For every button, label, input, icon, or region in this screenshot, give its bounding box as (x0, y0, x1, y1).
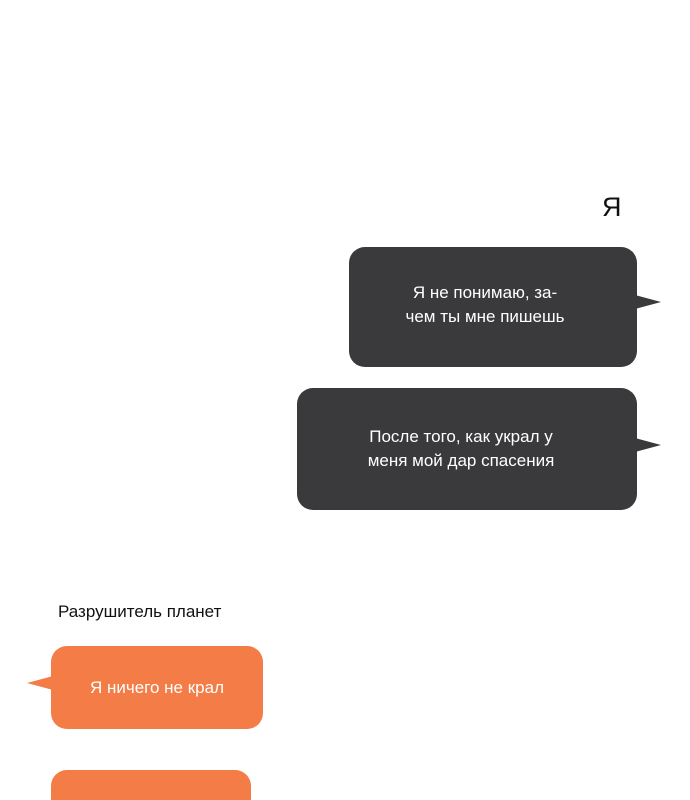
message-bubble-incoming[interactable] (51, 770, 251, 800)
message-bubble-incoming[interactable] (51, 646, 263, 729)
message-bubble-outgoing[interactable] (349, 247, 637, 367)
bubble-tail-icon (27, 676, 53, 690)
sender-label-me: Я (602, 192, 622, 222)
message-text: Я не понимаю, за- чем ты мне пишешь (405, 283, 565, 326)
message-text: После того, как украл у меня мой дар спасения (367, 427, 555, 470)
bubble-tail-icon (635, 295, 661, 309)
bubble-tail-icon (635, 438, 661, 452)
message-bubble-outgoing[interactable] (297, 388, 637, 510)
message-text: Я ничего не крал (89, 677, 225, 697)
sender-label-other: Разрушитель планет (58, 602, 222, 621)
